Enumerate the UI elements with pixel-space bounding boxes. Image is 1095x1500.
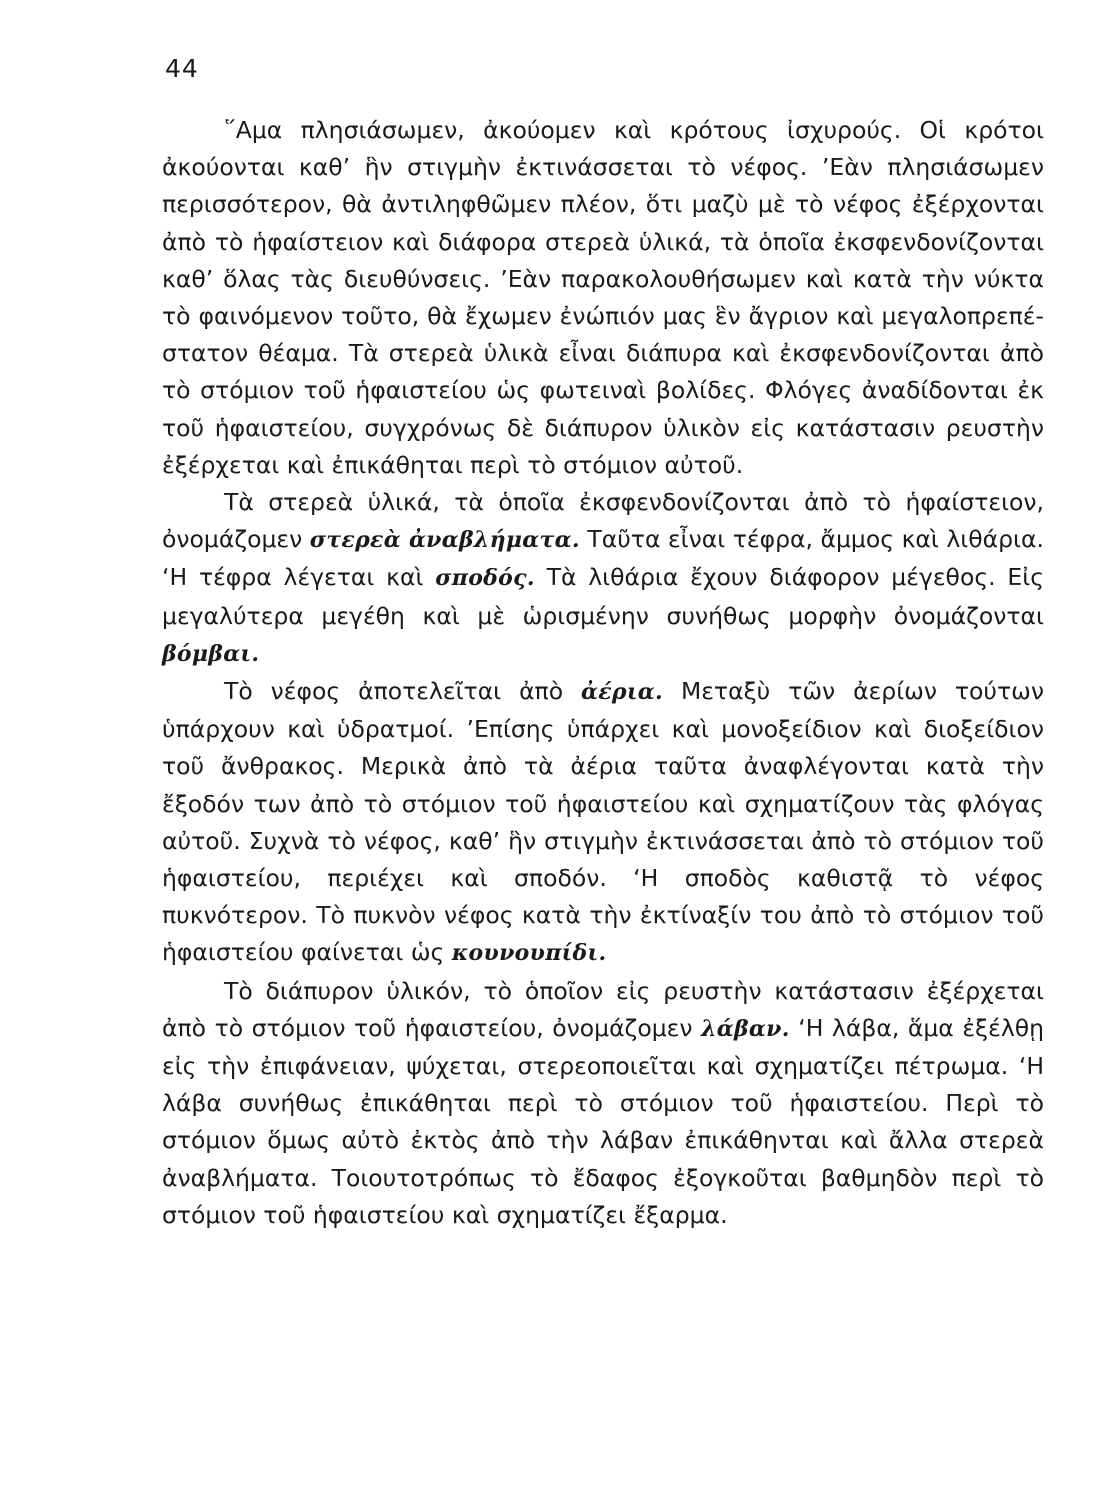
paragraph-text: Μεταξὺ τῶν ἀερίων τούτων ὑπάρχουν καὶ ὑδρατμοί. ’Επίσης ὑπάρχει καὶ μονοξείδιον καὶ διοξείδιον τοῦ ἄνθρακος. Μερικὰ ἀπὸ τὰ ἀέρια ταῦτα ἀναφλέγονται κατὰ τὴν ἔξοδόν των ἀπὸ τὸ στόμιον τοῦ ἡφαιστείου καὶ σχηματίζουν τὰς φλόγας αὐτοῦ. Συχνὰ τὸ νέφος, καθ’ ἣν στιγμὴν ἐκτινάσσεται ἀπὸ τὸ στόμιον τοῦ ἡφαιστείου, περιέχει καὶ σποδόν. ‘Η σποδὸς καθιστᾷ τὸ νέφος πυκνότερον. Τὸ πυκνὸν νέφος κατὰ τὴν ἐκτίναξίν του ἀπὸ τὸ στόμιον τοῦ ἡφαιστείου φαίνεται ὡς xyxy=(162,677,1044,967)
paragraph-1 xyxy=(162,112,1044,484)
paragraph-text: ῞Αμα πλησιάσωμεν, ἀκούομεν καὶ κρότους ἰσχυρούς. Οἱ κρότοι ἀκούονται καθ’ ἣν στιγμὴν ἐκτινάσσεται τὸ νέφος. ’Εὰν πλησιάσωμεν περισσότερον, θὰ ἀντιληφθῶμεν πλέον, ὅτι μαζὺ μὲ τὸ νέφος ἐξέρχονται ἀπὸ τὸ ἡφαίστειον καὶ διάφορα στερεὰ ὑλικά, τὰ ὁποῖα ἐκσφενδονίζονται καθ’ ὅλας τὰς διευθύνσεις. ’Εὰν παρακολουθήσωμεν καὶ κατὰ τὴν νύκτα τὸ φαινόμενον τοῦτο, θὰ ἔχωμεν ἐνώπιόν μας ἓν ἄγριον καὶ μεγαλοπρεπέστατον θέαμα. Τὰ στερεὰ ὑλικὰ εἶναι διάπυρα καὶ ἐκσφενδονίζονται ἀπὸ τὸ στόμιον τοῦ ἡφαιστείου ὡς φωτειναὶ βολίδες. Φλόγες ἀναδίδονται ἐκ τοῦ ἡφαιστείου, συγχρόνως δὲ διάπυρον ὑλικὸν εἰς κατάστασιν ρευστὴν ἐξέρχεται καὶ ἐπικάθηται περὶ τὸ στόμιον αὐτοῦ. xyxy=(162,116,1044,479)
term-lavan: λάβαν. xyxy=(701,1015,790,1042)
term-kounoupidi: κουνουπίδι. xyxy=(451,940,607,967)
paragraph-text: Ταῦτα εἶναι τέφρα, ἄμμος καὶ λιθάρια. ‘Η τέφρα λέγεται καὶ xyxy=(162,525,1044,592)
paragraph-text: Τὰ στερεὰ ὑλικά, τὰ ὁποῖα ἐκσφενδονίζονται ἀπὸ τὸ ἡφαίστειον, ὀνομάζομεν xyxy=(162,488,1044,554)
paragraph-text: Τὸ διάπυρον ὑλικόν, τὸ ὁποῖον εἰς ρευστὴν κατάστασιν ἐξέρχεται ἀπὸ τὸ στόμιον τοῦ ἡφαιστείου, ὀνομάζομεν xyxy=(162,976,1044,1042)
paragraph-2 xyxy=(162,484,1044,673)
term-vomvai: βόμβαι. xyxy=(162,640,260,667)
body-text xyxy=(162,112,1044,1234)
paragraph-4 xyxy=(162,973,1044,1234)
term-spodos: σποδός. xyxy=(435,565,535,592)
term-stereа-anablimata: στερεὰ ἀναβλήματα. xyxy=(309,527,580,554)
paragraph-3 xyxy=(162,673,1044,973)
paragraph-text: Τὸ νέφος ἀποτελεῖται ἀπὸ xyxy=(224,677,582,706)
paragraph-text: ‘Η λάβα, ἅμα ἐξέλθῃ εἰς τὴν ἐπιφάνειαν, ψύχεται, στερεοποιεῖται καὶ σχηματίζει πέτρωμα. ‘Η λάβα συνήθως ἐπικάθηται περὶ τὸ στόμιον τοῦ ἡφαιστείου. Περὶ τὸ στόμιον ὅμως αὐτὸ ἐκτὸς ἀπὸ τὴν λάβαν ἐπικάθηνται καὶ ἄλλα στερεὰ ἀναβλήματα. Τοιουτοτρόπως τὸ ἔδαφος ἐξογκοῦται βαθμηδὸν περὶ τὸ στόμιον τοῦ ἡφαιστείου καὶ σχηματίζει ἔξαρμα. xyxy=(162,1013,1045,1229)
term-aeria: ἀέρια. xyxy=(581,679,664,706)
page-number: 44 xyxy=(165,54,199,83)
paragraph-text: Τὰ λιθάρια ἔχουν διάφορον μέγεθος. Εἰς μεγαλύτερα μεγέθη καὶ μὲ ὡρισμένην συνήθως μορφὴν ὀνομάζονται xyxy=(162,563,1044,630)
